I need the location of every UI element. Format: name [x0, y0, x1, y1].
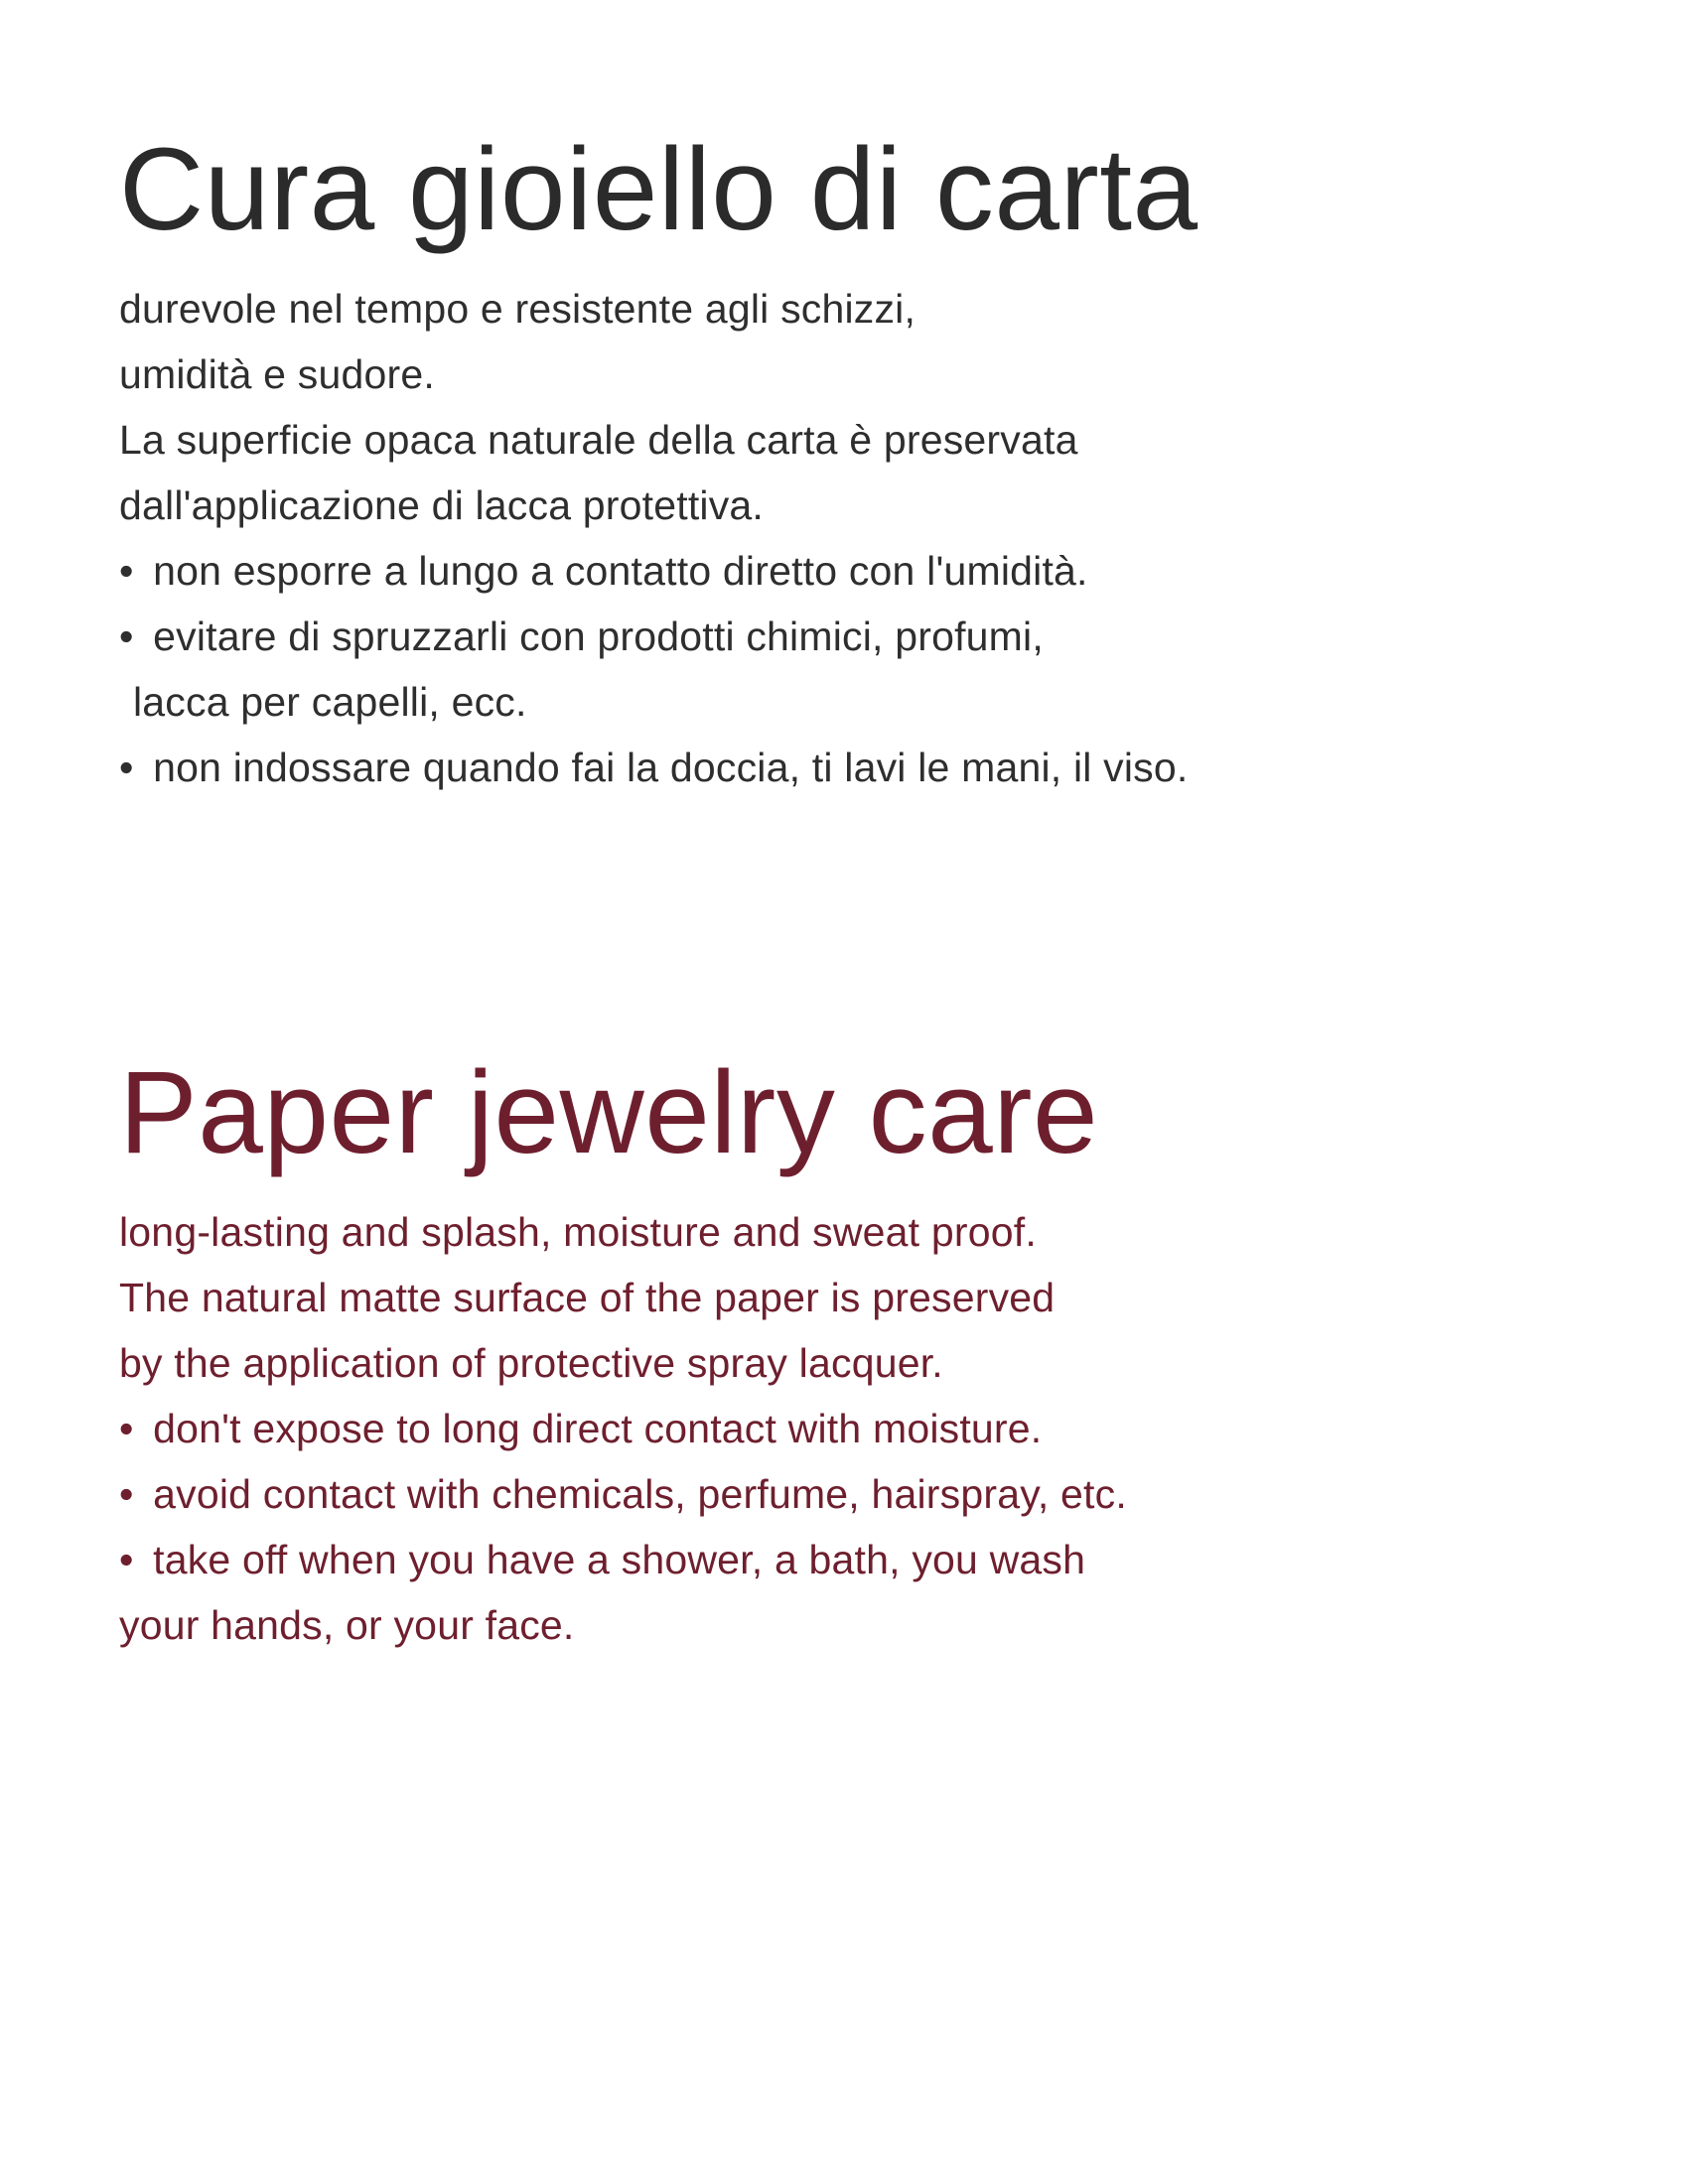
page-title-english: Paper jewelry care	[119, 1047, 1099, 1178]
section-italian	[119, 124, 1632, 800]
bullet-item	[119, 538, 1632, 604]
bullet-label: evitare di spruzzarli con prodotti chimici, profumi,	[153, 613, 1044, 659]
bullet-icon: •	[119, 1470, 134, 1517]
text-line: dall'applicazione di lacca protettiva.	[119, 481, 765, 528]
bullet-label: avoid contact with chemicals, perfume, hairspray, etc.	[153, 1470, 1127, 1517]
bullet-item	[119, 1461, 1632, 1527]
body-english	[119, 1199, 1632, 1658]
bullet-icon: •	[119, 1405, 134, 1451]
bullet-icon: •	[119, 613, 134, 659]
text-line: umidità e sudore.	[119, 350, 435, 397]
page-title-italian: Cura gioiello di carta	[119, 124, 1198, 255]
bullet-item	[119, 1396, 1632, 1461]
text-line: The natural matte surface of the paper is preserved	[119, 1274, 1056, 1320]
text-line: lacca per capelli, ecc.	[133, 678, 527, 725]
bullet-icon: •	[119, 547, 134, 594]
bullet-icon: •	[119, 744, 134, 790]
section-english	[119, 1047, 1632, 1658]
body-italian	[119, 276, 1632, 800]
text-line: by the application of protective spray lacquer.	[119, 1339, 943, 1386]
bullet-label: don't expose to long direct contact with moisture.	[153, 1405, 1043, 1451]
text-line: La superficie opaca naturale della carta è preservata	[119, 416, 1078, 463]
bullet-icon: •	[119, 1536, 134, 1582]
bullet-label: take off when you have a shower, a bath, you wash	[153, 1536, 1086, 1582]
bullet-label: non esporre a lungo a contatto diretto con l'umidità.	[153, 547, 1088, 594]
bullet-item	[119, 1527, 1632, 1592]
bullet-item	[119, 604, 1632, 669]
text-line: long-lasting and splash, moisture and sweat proof.	[119, 1208, 1037, 1255]
bullet-item	[119, 735, 1632, 800]
text-line: durevole nel tempo e resistente agli schizzi,	[119, 285, 916, 332]
text-line: your hands, or your face.	[119, 1601, 575, 1648]
bullet-label: non indossare quando fai la doccia, ti lavi le mani, il viso.	[153, 744, 1189, 790]
